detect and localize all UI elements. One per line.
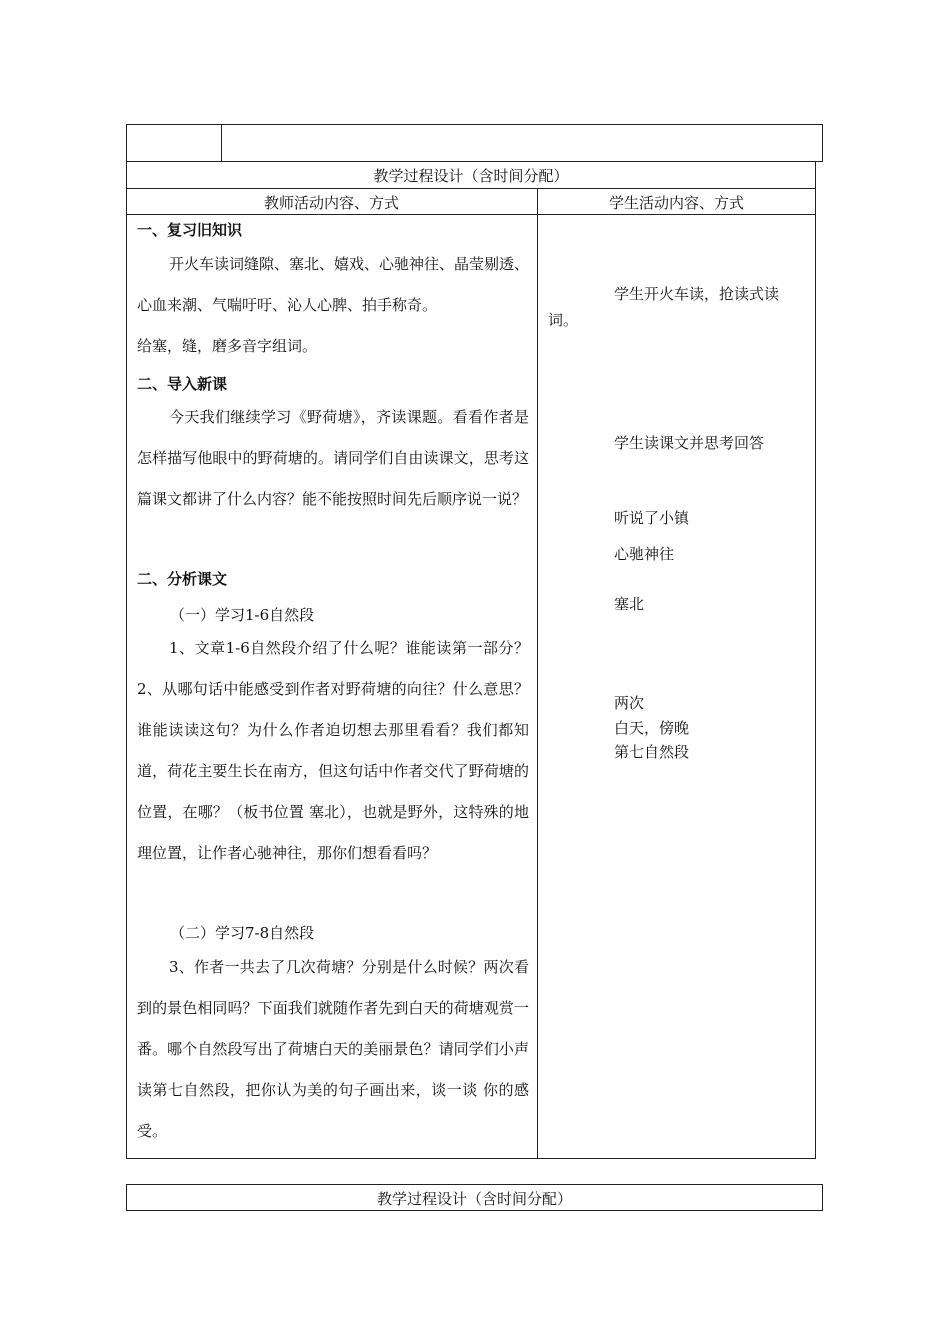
- student-answer-twice: 两次: [614, 694, 645, 712]
- student-activity-read: 学生开火车读，抢读式读: [614, 285, 780, 303]
- column-divider: [537, 188, 538, 1159]
- section-heading-review: 一、复习旧知识: [137, 221, 243, 239]
- student-column-header: 学生活动内容、方式: [608, 194, 744, 212]
- student-answer-yearning: 心驰神往: [614, 545, 675, 563]
- paragraph-intro: 今天我们继续学习《野荷塘》，齐读课题。看看作者是怎样描写他眼中的野荷塘的。请同学们自由读课文，思考这篇课文都讲了什么内容？能不能按照时间先后顺序说一说？: [137, 408, 529, 508]
- student-answer-paragraph-seven: 第七自然段: [614, 743, 690, 761]
- student-answer-saibei: 塞北: [614, 595, 645, 613]
- student-answer-day-evening: 白天，傍晚: [614, 719, 690, 737]
- main-table-title: 教学过程设计（含时间分配）: [373, 167, 569, 185]
- second-table-title: 教学过程设计（含时间分配）: [376, 1190, 572, 1208]
- student-activity-read-cont: 词。: [548, 311, 579, 329]
- main-title-rule: [126, 188, 816, 189]
- column-header-rule: [126, 214, 816, 215]
- paragraph-polyphonic: 给塞，缝，磨多音字组词。: [137, 337, 318, 355]
- subsection-1-6: （一）学习1-6自然段: [170, 606, 315, 624]
- paragraph-analysis-1-6: 1、文章1-6自然段介绍了什么呢？谁能读第一部分？ 2、从哪句话中能感受到作者对野荷塘的向往？什么意思？谁能读读这句？为什么作者迫切想去那里看看？我们都知道，荷花主要生长在南方，但这句话中作者交代了野荷塘的位置，在哪？（板书位置 塞北），也就是野外，这特殊的地理位置，让作者心驰神往，那你们想看看吗？: [137, 639, 529, 862]
- section-heading-intro: 二、导入新课: [137, 375, 228, 393]
- paragraph-review-words: 开火车读词缝隙、塞北、嬉戏、心驰神往、晶莹剔透、心血来潮、气喘吁吁、沁人心脾、拍手称奇。: [137, 255, 530, 314]
- student-answer-town: 听说了小镇: [614, 509, 690, 527]
- subsection-7-8: （二）学习7-8自然段: [170, 924, 315, 942]
- paragraph-analysis-7-8: 3、作者一共去了几次荷塘？分别是什么时候？两次看到的景色相同吗？下面我们就随作者先到白天的荷塘观赏一番。哪个自然段写出了荷塘白天的美丽景色？请同学们小声读第七自然段，把你认为美的句子画出来，谈一谈 你的感受。: [137, 958, 529, 1140]
- student-activity-answer: 学生读课文并思考回答: [614, 434, 765, 452]
- teacher-column-header: 教师活动内容、方式: [263, 194, 399, 212]
- section-heading-analysis: 二、分析课文: [137, 570, 228, 588]
- top-table-divider: [221, 124, 222, 162]
- top-empty-table: [126, 124, 823, 162]
